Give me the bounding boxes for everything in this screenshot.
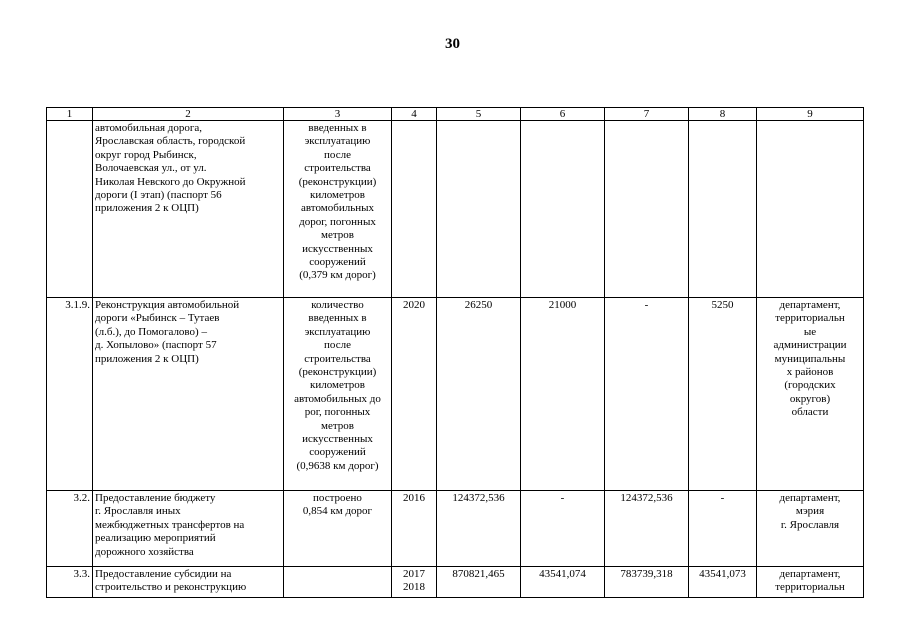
executor-line: х районов [786,366,834,379]
executor-line: департамент, [779,299,841,311]
executor-line: муниципальны [774,352,846,365]
amount-col6: 43541,074 [521,567,605,598]
result-indicator-line: автомобильных [301,202,374,215]
result-indicator-line: километров [310,379,365,392]
executor-line: департамент, [779,568,841,580]
result-indicator-line: после [324,148,351,161]
result-indicator [284,491,392,567]
amount-col6 [521,121,605,298]
result-indicator-line: (реконструкции) [298,366,377,379]
year-line: 2017 [403,568,425,580]
result-indicator-line: введенных в [308,312,367,325]
executor-line: мэрия [795,505,825,518]
amount-col8: 43541,073 [689,567,757,598]
executor-line: ые [803,325,817,338]
table-row [47,491,864,567]
result-indicator-line: 0,854 км дорог [302,505,373,518]
result-indicator-line: (0,379 км дорог) [299,269,376,282]
result-indicator-line: эксплуатацию [304,135,371,148]
executor-line: департамент, [779,492,841,504]
activity-name-line: д. Хопылово» (паспорт 57 [95,339,217,352]
result-indicator-line: (0,9638 км дорог) [296,459,379,472]
result-indicator-line: искусственных [302,242,373,255]
row-number: 3.1.9. [47,298,93,491]
activity-name-line: Николая Невского до Окружной [95,175,246,188]
year [392,491,437,567]
amount-col6: 21000 [521,298,605,491]
header-cell: 2 [93,108,284,121]
activity-name-line: Предоставление субсидии на [95,568,232,580]
activity-name-line: приложения 2 к ОЦП) [95,352,199,365]
result-indicator-line: сооружений [309,256,366,269]
executor [757,567,864,598]
year-line: 2018 [403,581,425,594]
activity-name-line: приложения 2 к ОЦП) [95,202,199,215]
row-number: 3.3. [47,567,93,598]
amount-col7: 124372,536 [605,491,689,567]
executor [757,491,864,567]
result-indicator-line: сооружений [309,446,366,459]
activity-name-line: дорожного хозяйства [95,545,194,558]
amount-col7 [605,121,689,298]
table-row [47,298,864,491]
header-cell: 1 [47,108,93,121]
year-line: 2016 [403,492,425,504]
table-row [47,567,864,598]
result-indicator-line: эксплуатацию [304,325,371,338]
activity-name-line: Реконструкция автомобильной [95,299,240,311]
header-cell: 5 [437,108,521,121]
amount-col6: - [521,491,605,567]
year [392,121,437,298]
header-cell: 7 [605,108,689,121]
result-indicator-line: километров [310,189,365,202]
activity-name [93,491,284,567]
header-cell: 8 [689,108,757,121]
row-number [47,121,93,298]
amount-col7: - [605,298,689,491]
activity-name [93,298,284,491]
executor-line: округов) [789,392,831,405]
executor-line: территориальн [775,312,845,325]
activity-name-line: Ярославская область, городской [95,135,246,148]
activity-name-line: Предоставление бюджету [95,492,216,504]
executor-line: г. Ярославля [780,518,840,531]
executor-line: территориальн [775,581,845,594]
executor-line: администрации [773,339,847,352]
executor [757,298,864,491]
amount-col7: 783739,318 [605,567,689,598]
activity-name-line: г. Ярославля иных [95,505,181,518]
amount-total: 26250 [437,298,521,491]
activity-name [93,121,284,298]
header-cell: 4 [392,108,437,121]
amount-total: 870821,465 [437,567,521,598]
result-indicator-line: рог, погонных [304,406,371,419]
executor [757,121,864,298]
result-indicator-line: автомобильных до [294,392,381,405]
activity-name-line: межбюджетных трансфертов на [95,518,245,531]
result-indicator [284,121,392,298]
executor-line: области [791,406,829,419]
result-indicator-line: строительства [304,352,371,365]
header-cell: 3 [284,108,392,121]
result-indicator-line: искусственных [302,433,373,446]
result-indicator-line: метров [321,229,354,242]
table-row [47,121,864,298]
amount-col8: 5250 [689,298,757,491]
activity-name-line: строительство и реконструкцию [95,581,247,594]
amount-col8: - [689,491,757,567]
activity-name [93,567,284,598]
activity-name-line: реализацию мероприятий [95,532,216,545]
activity-name-line: автомобильная дорога, [95,122,203,134]
year [392,298,437,491]
year [392,567,437,598]
result-indicator-line: метров [321,419,354,432]
result-indicator-line: построено [313,492,362,504]
header-cell: 9 [757,108,864,121]
result-indicator-line: после [324,339,351,352]
header-row [47,108,864,121]
result-indicator [284,567,392,598]
executor-line: (городских [784,379,836,392]
amount-col8 [689,121,757,298]
year-line: 2020 [403,299,425,311]
header-cell: 6 [521,108,605,121]
activity-name-line: дороги (I этап) (паспорт 56 [95,189,222,202]
row-number: 3.2. [47,491,93,567]
amount-total: 124372,536 [437,491,521,567]
result-indicator-line: строительства [304,162,371,175]
result-indicator-line: количество [311,299,364,311]
result-indicator-line: (реконструкции) [298,175,377,188]
page-number: 30 [445,36,460,52]
result-indicator-line: дорог, погонных [299,215,376,228]
amount-total [437,121,521,298]
activity-name-line: округ город Рыбинск, [95,148,197,161]
result-indicator [284,298,392,491]
program-table [46,107,864,598]
table-body [47,108,864,598]
activity-name-line: Волочаевская ул., от ул. [95,162,207,175]
result-indicator-line: введенных в [308,122,367,134]
activity-name-line: (л.б.), до Помогалово) – [95,325,207,338]
activity-name-line: дороги «Рыбинск – Тутаев [95,312,220,325]
